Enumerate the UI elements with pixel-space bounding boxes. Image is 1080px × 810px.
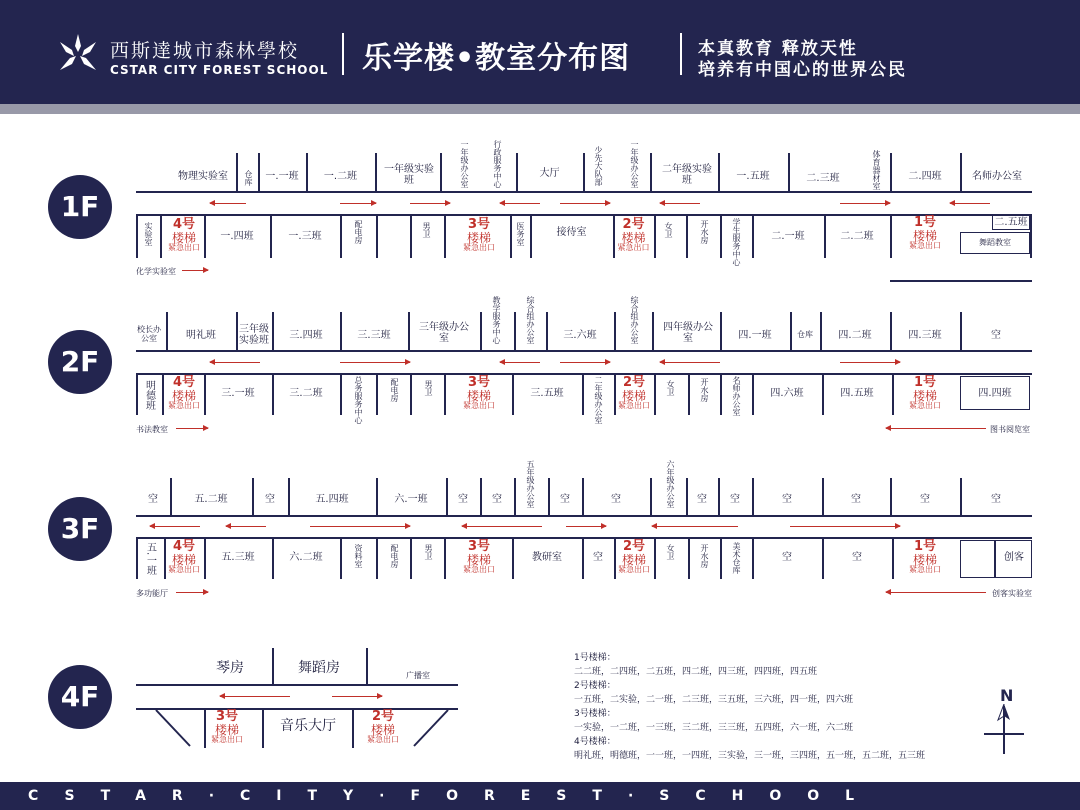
room-label: 校长办公室: [137, 325, 161, 343]
compass-arrow-icon: [982, 704, 1026, 756]
room-label: 六.二班: [289, 551, 323, 563]
stair-3: 3号 楼梯 紧急出口: [463, 217, 495, 253]
note-label: 多功能厅: [136, 589, 168, 598]
wall-diagonal: [150, 708, 200, 748]
room-label: 五.二班: [194, 493, 228, 505]
stair-1: 1号 楼梯 紧急出口: [909, 215, 941, 251]
room-label: 五年级办公室: [526, 460, 535, 508]
room-label: 空: [492, 493, 502, 505]
room-label: 仓库: [244, 170, 253, 186]
wall: [136, 191, 1032, 193]
room-label: 综合组办公室: [630, 296, 639, 344]
room-label: 女卫: [664, 222, 673, 238]
exit-arrow: [210, 203, 246, 204]
exit-arrow: [340, 203, 376, 204]
room-label: 二.二班: [840, 230, 874, 242]
room-label: 空: [148, 493, 158, 505]
room-label: 大厅: [539, 167, 560, 179]
room-label: 六年级办公室: [666, 460, 675, 508]
room-label: 仓库: [797, 329, 813, 339]
room-label: 三.三班: [357, 329, 391, 341]
room-label: 名师办公室: [972, 170, 1022, 182]
room-label: 六.一班: [394, 493, 428, 505]
room-label: 空: [851, 493, 861, 505]
room-label: 明德班: [143, 380, 155, 410]
room-label: 二.一班: [771, 230, 805, 242]
exit-arrow: [410, 203, 450, 204]
room-label: 综合组办公室: [526, 296, 535, 344]
room-label: 广播室: [406, 671, 430, 680]
exit-arrow: [886, 428, 986, 429]
room-label: 三.四班: [289, 329, 323, 341]
stair-3: 3号 楼梯 紧急出口: [211, 709, 243, 745]
room-label: 二.四班: [908, 170, 942, 182]
exit-arrow: [790, 526, 900, 527]
header-divider: [342, 33, 344, 75]
room-label: 一年级办公室: [460, 140, 469, 188]
stair-2: 2号 楼梯 紧急出口: [617, 217, 650, 253]
room-label: 舞蹈房: [298, 660, 340, 677]
room-label: 一.二班: [323, 170, 358, 182]
room-label: 二年级实验班: [662, 164, 712, 186]
room-label: 总务服务中心: [354, 376, 363, 424]
note-label: 化学实验室: [136, 267, 176, 276]
exit-arrow: [226, 526, 266, 527]
exit-arrow: [182, 270, 208, 271]
room-label: 四.二班: [838, 329, 872, 341]
room-label: 二年级办公室: [594, 376, 603, 424]
room-label: 四.四班: [960, 376, 1030, 410]
room-label: 三.六班: [563, 329, 597, 341]
room-label: 明礼班: [186, 329, 216, 341]
exit-arrow: [840, 203, 890, 204]
room-label: 行政服务中心: [493, 140, 502, 188]
room-label: 空: [697, 493, 707, 505]
exit-arrow: [220, 696, 290, 697]
room-label: 四.一班: [738, 329, 772, 341]
school-name-en: CSTAR CITY FOREST SCHOOL: [110, 63, 329, 77]
room-label: 女卫: [666, 544, 675, 560]
room-label: 空: [991, 329, 1001, 341]
room-label: 空: [782, 493, 792, 505]
page-title: 乐学楼•教室分布图: [362, 41, 631, 76]
room-label: 三年级办公室: [419, 322, 469, 344]
room-label: 空: [611, 493, 621, 505]
room-label: 一年级办公室: [630, 140, 639, 188]
exit-arrow: [150, 526, 200, 527]
room-label: 四.六班: [770, 387, 804, 399]
stair-4: 4号 楼梯 紧急出口: [168, 539, 200, 575]
room-label: 男卫: [424, 544, 433, 560]
school-logo-icon: [58, 34, 98, 74]
room-label: 空: [730, 493, 740, 505]
stair-3: 3号 楼梯 紧急出口: [463, 375, 495, 411]
room-label: 空: [852, 551, 862, 563]
stair-2: 2号 楼梯 紧急出口: [367, 709, 399, 745]
room-label: 空: [458, 493, 468, 505]
wall-diagonal: [404, 708, 454, 748]
exit-arrow: [560, 362, 610, 363]
room-label: 学生服务中心: [732, 218, 741, 266]
room-label: 少先大队部: [594, 146, 603, 186]
exit-arrow: [560, 203, 610, 204]
room-label: 美术仓库: [732, 542, 741, 574]
exit-arrow: [500, 362, 540, 363]
stair-1: 1号 楼梯 紧急出口: [909, 375, 941, 411]
exit-arrow: [462, 526, 542, 527]
room-label: 教研室: [532, 551, 562, 563]
room-label: 三.五班: [530, 387, 564, 399]
exit-arrow: [176, 592, 208, 593]
exit-arrow: [176, 428, 208, 429]
school-name-cn: 西斯達城市森林學校: [110, 40, 300, 62]
room-label: 琴房: [216, 660, 244, 677]
note-label: 创客实验室: [992, 589, 1032, 598]
stair-2: 2号 楼梯 紧急出口: [618, 539, 650, 575]
room-label: 开水房: [700, 544, 709, 568]
room-label: 二.三班: [806, 172, 840, 184]
room-label: 四年级办公室: [663, 322, 713, 344]
room-label: 音乐大厅: [280, 718, 336, 735]
room-label: 医务室: [516, 222, 525, 246]
room-label: 三.二班: [289, 387, 323, 399]
stair-4: 4号 楼梯 紧急出口: [168, 217, 200, 253]
note-label: 书法教室: [136, 425, 168, 434]
room-label: 开水房: [700, 378, 709, 402]
floor-badge-1f: 1F: [48, 175, 112, 239]
exit-arrow: [340, 362, 410, 363]
note-label: 图书阅览室: [990, 425, 1030, 434]
exit-arrow: [660, 203, 700, 204]
room-label: 五.四班: [315, 493, 349, 505]
motto-line-2: 培养有中国心的世界公民: [698, 60, 907, 80]
room-label: 男卫: [424, 380, 433, 396]
room-label: 体育器材室: [872, 150, 881, 190]
room-label: 男卫: [422, 222, 431, 238]
exit-arrow: [566, 526, 606, 527]
room-label: 接待室: [556, 226, 587, 238]
exit-arrow: [652, 526, 738, 527]
exit-arrow: [500, 203, 540, 204]
stair-4: 4号 楼梯 紧急出口: [168, 375, 200, 411]
legend-title: 3号楼梯：: [574, 709, 616, 719]
room-label: 配电房: [354, 220, 363, 244]
room-label: 一.五班: [736, 170, 770, 182]
room-label: 五.一班: [144, 542, 156, 576]
room-label: 二.五班: [992, 214, 1030, 230]
exit-arrow: [210, 362, 260, 363]
room-label: 四.五班: [840, 387, 874, 399]
room-label: 资料室: [354, 544, 363, 568]
legend-text: 一实验，一二班，一三班，三二班，三三班，五四班，六一班，六二班: [574, 723, 854, 733]
wall: [890, 280, 1032, 282]
legend-text: 明礼班，明德班，一一班，一四班，三实验，三一班，三四班，五一班，五二班，五三班: [574, 751, 926, 761]
header-divider: [680, 33, 682, 75]
exit-arrow: [840, 362, 900, 363]
legend-title: 4号楼梯：: [574, 737, 616, 747]
exit-arrow: [950, 203, 990, 204]
legend-text: 一五班，二实验，二一班，二三班，三五班，三六班，四一班，四六班: [574, 695, 854, 705]
room-label: 四.三班: [908, 329, 942, 341]
stair-1: 1号 楼梯 紧急出口: [909, 539, 941, 575]
room-label: 一.四班: [220, 230, 254, 242]
room-label: 空: [782, 551, 792, 563]
exit-arrow: [332, 696, 382, 697]
room-label: 空: [560, 493, 570, 505]
room-label: 舞蹈教室: [960, 232, 1030, 254]
room-label: 空: [920, 493, 930, 505]
floor-badge-4f: 4F: [48, 665, 112, 729]
exit-arrow: [310, 526, 410, 527]
room-label: 名师办公室: [732, 376, 741, 416]
room-label: 开水房: [700, 220, 709, 244]
room-label: 空: [265, 493, 275, 505]
room-label: 女卫: [666, 380, 675, 396]
compass-n-label: N: [1000, 686, 1014, 705]
room-label: 一.一班: [265, 170, 299, 182]
room-label: 创客: [1004, 551, 1024, 563]
legend-title: 2号楼梯：: [574, 681, 616, 691]
motto-line-1: 本真教育 释放天性: [698, 39, 858, 59]
room-label: 一年级实验班: [384, 164, 434, 186]
room-label: 配电房: [390, 378, 399, 402]
header-shadow: [0, 104, 1080, 114]
exit-arrow: [886, 592, 986, 593]
footer-banner: CSTAR·CITY·FOREST·SCHOOL: [0, 782, 1080, 810]
room-label: 空: [991, 493, 1001, 505]
room-label: 五.三班: [221, 551, 255, 563]
room-label: 实验室: [144, 222, 153, 246]
exit-arrow: [660, 362, 720, 363]
room-label: 三年级实验班: [239, 324, 269, 346]
room-label: 物理实验室: [178, 170, 228, 182]
room-label: 一.三班: [288, 230, 322, 242]
stair-3: 3号 楼梯 紧急出口: [463, 539, 495, 575]
room-label: 配电房: [390, 544, 399, 568]
legend-text: 二二班，二四班，二五班，四二班，四三班，四四班，四五班: [574, 667, 818, 677]
room-label: 空: [593, 551, 603, 563]
floor-badge-2f: 2F: [48, 330, 112, 394]
room-label: 三.一班: [221, 387, 255, 399]
room-label: 教学服务中心: [492, 296, 501, 344]
stair-2: 2号 楼梯 紧急出口: [618, 375, 650, 411]
floor-badge-3f: 3F: [48, 497, 112, 561]
legend-title: 1号楼梯：: [574, 653, 616, 663]
